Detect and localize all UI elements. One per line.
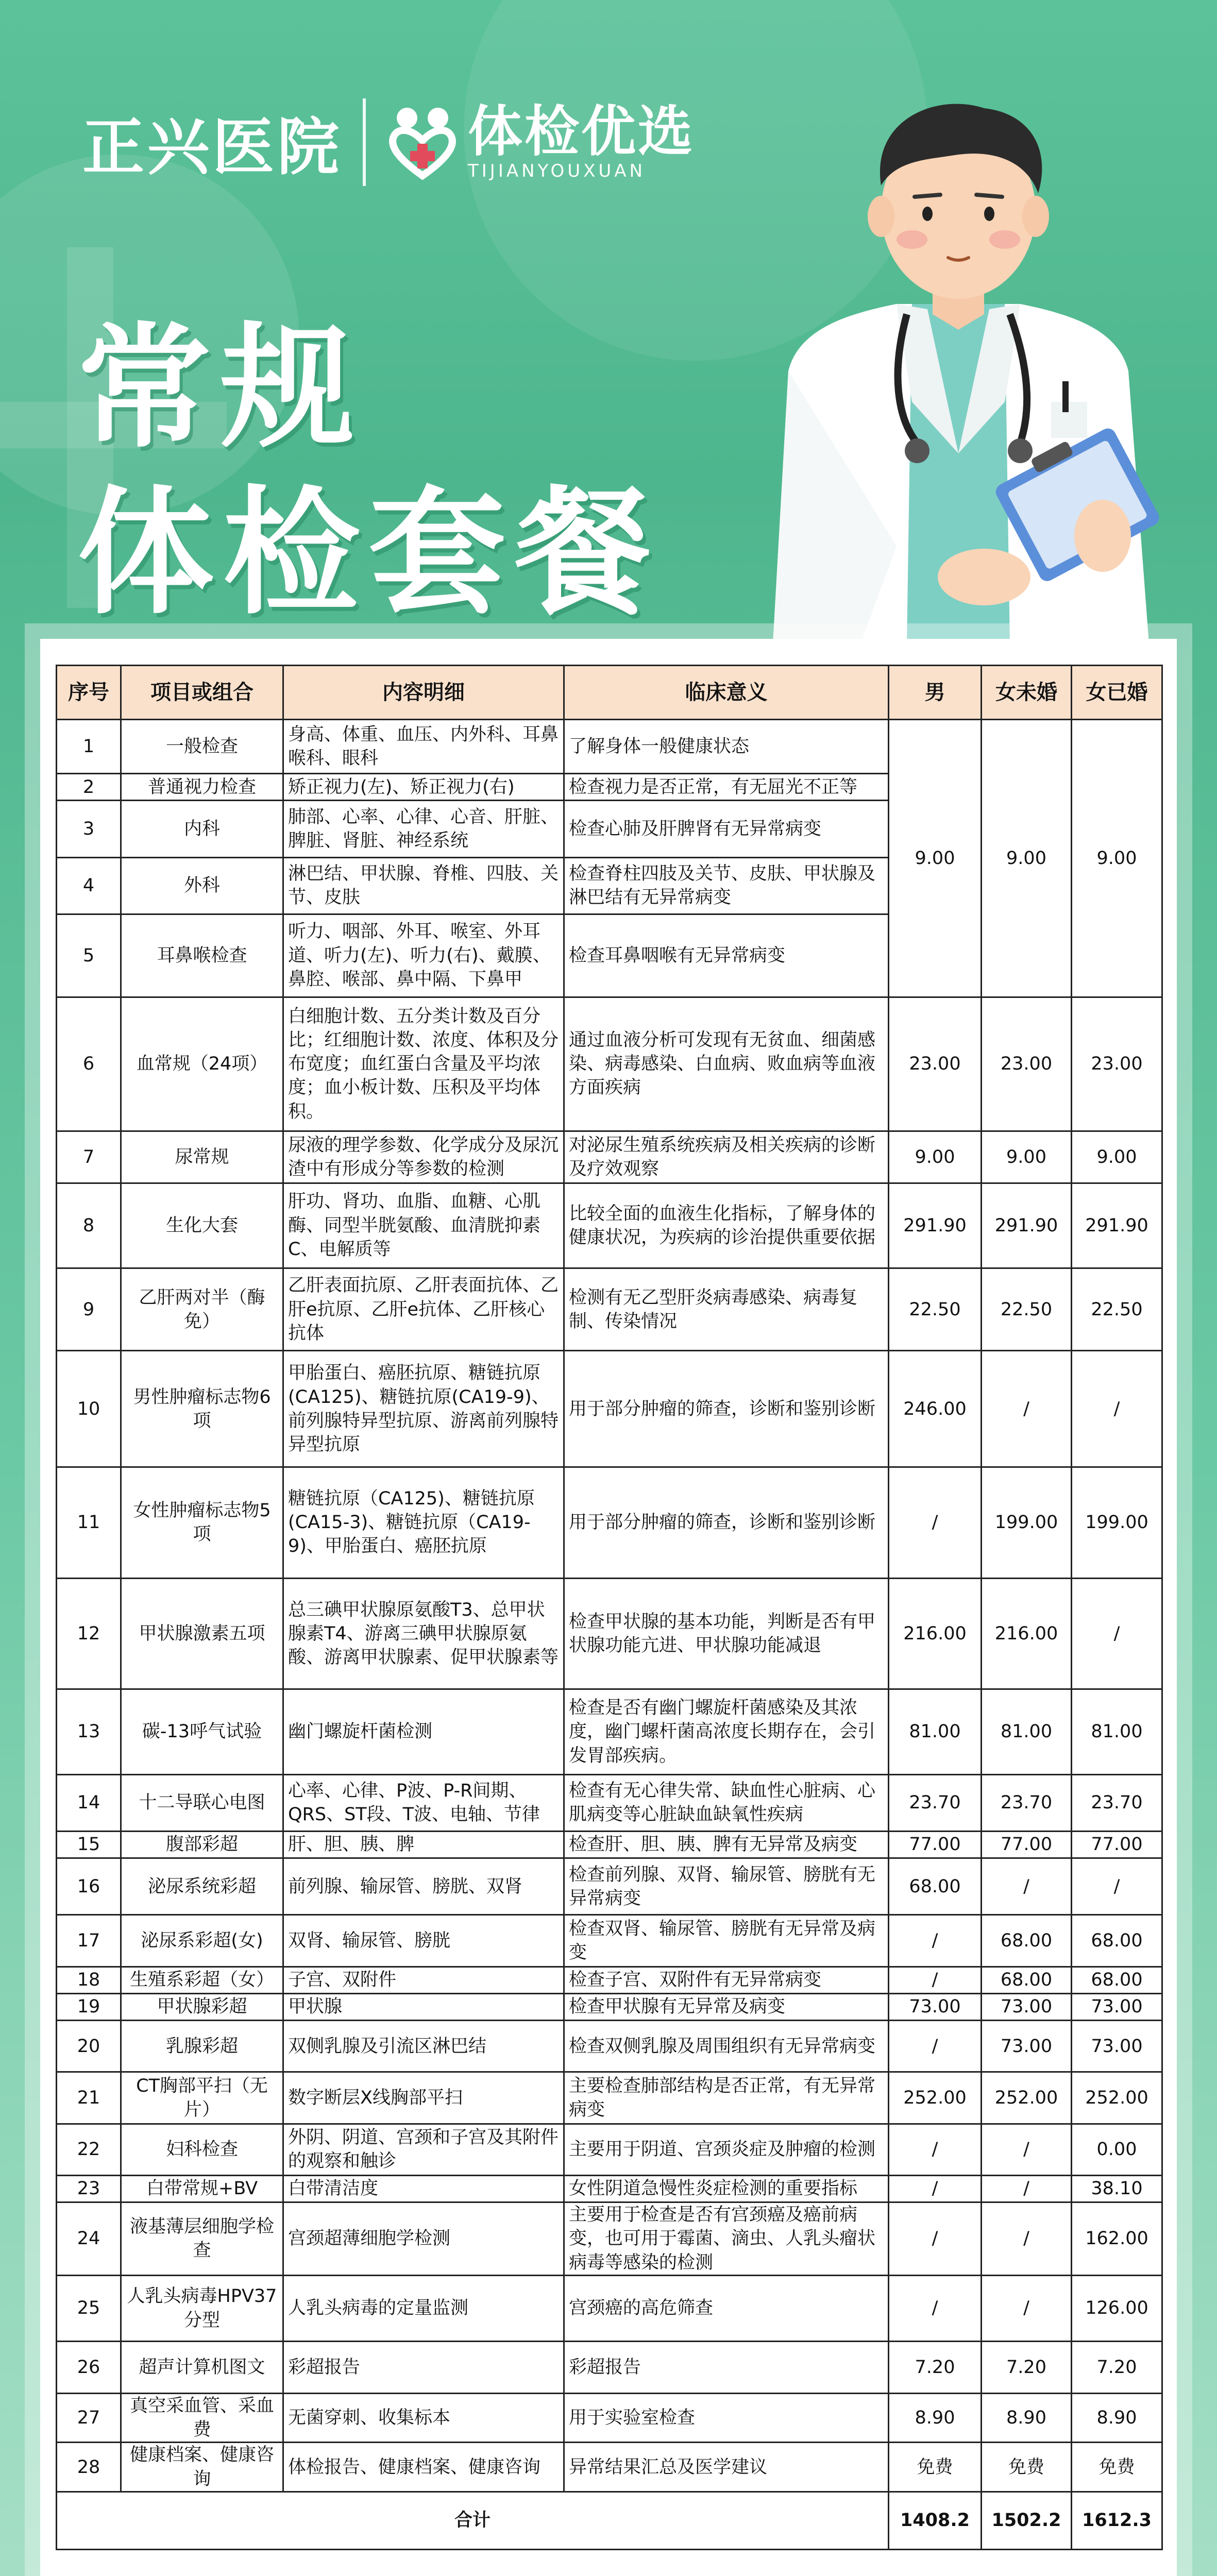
- row-no: 16: [57, 1858, 121, 1915]
- row-price-female-unmarried: 9.00: [982, 1131, 1072, 1183]
- row-item: 外科: [121, 857, 283, 914]
- row-meaning: 彩超报告: [564, 2342, 889, 2393]
- header-detail: 内容明细: [283, 666, 564, 720]
- row-meaning: 通过血液分析可发现有无贫血、细菌感染、病毒感染、白血病、败血病等血液方面疾病: [564, 997, 889, 1131]
- row-meaning: 检查双侧乳腺及周围组织有无异常病变: [564, 2020, 889, 2072]
- row-meaning: 宫颈癌的高危筛查: [564, 2275, 889, 2341]
- row-price-male: 77.00: [889, 1831, 982, 1858]
- row-price-female-married: 199.00: [1072, 1467, 1162, 1579]
- row-detail: 听力、咽部、外耳、喉室、外耳道、听力(左)、听力(右)、戴膜、鼻腔、喉部、鼻中隔、下鼻甲: [283, 914, 564, 997]
- total-female-married: 1612.3: [1072, 2492, 1162, 2550]
- row-no: 10: [57, 1351, 121, 1467]
- table-row: [57, 1689, 1162, 1774]
- row-meaning: 检查前列腺、双肾、输尿管、膀胱有无异常病变: [564, 1858, 889, 1915]
- row-price-male: 22.50: [889, 1268, 982, 1350]
- row-price-female-married: 免费: [1072, 2443, 1162, 2492]
- row-price-female-married: 7.20: [1072, 2342, 1162, 2393]
- row-detail: 白带清洁度: [283, 2175, 564, 2202]
- row-price-female-unmarried: 73.00: [982, 1993, 1072, 2020]
- table-row: [57, 720, 1162, 774]
- table-row: [57, 1268, 1162, 1350]
- row-no: 28: [57, 2443, 121, 2492]
- row-no: 24: [57, 2202, 121, 2275]
- row-meaning: 用于实验室检查: [564, 2393, 889, 2443]
- row-price-female-unmarried: 291.90: [982, 1183, 1072, 1268]
- row-meaning: 女性阴道急慢性炎症检测的重要指标: [564, 2175, 889, 2202]
- row-meaning: 检查双肾、输尿管、膀胱有无异常及病变: [564, 1915, 889, 1967]
- package-table: [56, 665, 1163, 2550]
- row-price-female-unmarried: /: [982, 1858, 1072, 1915]
- row-no: 14: [57, 1774, 121, 1831]
- header-male: 男: [889, 666, 982, 720]
- total-label: 合计: [57, 2492, 889, 2550]
- row-price-female-married: 22.50: [1072, 1268, 1162, 1350]
- row-price-male: 9.00: [889, 720, 982, 997]
- row-price-female-unmarried: 68.00: [982, 1915, 1072, 1967]
- row-price-female-married: /: [1072, 1351, 1162, 1467]
- table-row: [57, 2393, 1162, 2443]
- row-no: 7: [57, 1131, 121, 1183]
- row-detail: 肝、胆、胰、脾: [283, 1831, 564, 1858]
- row-no: 13: [57, 1689, 121, 1774]
- row-item: 甲状腺激素五项: [121, 1578, 283, 1689]
- row-price-female-married: 73.00: [1072, 1993, 1162, 2020]
- row-item: 女性肿瘤标志物5项: [121, 1467, 283, 1579]
- row-meaning: 用于部分肿瘤的筛查，诊断和鉴别诊断: [564, 1351, 889, 1467]
- row-no: 3: [57, 801, 121, 857]
- row-price-female-unmarried: 73.00: [982, 2020, 1072, 2072]
- row-price-female-married: /: [1072, 1578, 1162, 1689]
- row-item: 尿常规: [121, 1131, 283, 1183]
- row-item: 碳-13呼气试验: [121, 1689, 283, 1774]
- row-price-male: /: [889, 2124, 982, 2175]
- row-price-female-unmarried: 81.00: [982, 1689, 1072, 1774]
- row-price-female-unmarried: 216.00: [982, 1578, 1072, 1689]
- total-male: 1408.2: [889, 2492, 982, 2550]
- row-no: 19: [57, 1993, 121, 2020]
- table-row: [57, 997, 1162, 1131]
- table-total-row: [57, 2492, 1162, 2550]
- row-meaning: 用于部分肿瘤的筛查，诊断和鉴别诊断: [564, 1467, 889, 1579]
- row-no: 17: [57, 1915, 121, 1967]
- header-meaning: 临床意义: [564, 666, 889, 720]
- row-no: 25: [57, 2275, 121, 2341]
- row-meaning: 检查脊柱四肢及关节、皮肤、甲状腺及淋巴结有无异常病变: [564, 857, 889, 914]
- row-price-male: 68.00: [889, 1858, 982, 1915]
- row-price-female-unmarried: 77.00: [982, 1831, 1072, 1858]
- header-no: 序号: [57, 666, 121, 720]
- row-detail: 甲胎蛋白、癌胚抗原、糖链抗原(CA125)、糖链抗原(CA19-9)、前列腺特异型抗原、游离前列腺特异型抗原: [283, 1351, 564, 1467]
- table-row: [57, 1183, 1162, 1268]
- row-detail: 肺部、心率、心律、心音、肝脏、脾脏、肾脏、神经系统: [283, 801, 564, 857]
- row-price-male: /: [889, 2202, 982, 2275]
- row-price-male: 7.20: [889, 2342, 982, 2393]
- row-meaning: 检查有无心律失常、缺血性心脏病、心肌病变等心脏缺血缺氧性疾病: [564, 1774, 889, 1831]
- row-meaning: 检查视力是否正常，有无屈光不正等: [564, 774, 889, 801]
- row-detail: 彩超报告: [283, 2342, 564, 2393]
- row-price-female-unmarried: /: [982, 2175, 1072, 2202]
- row-detail: 淋巴结、甲状腺、脊椎、四肢、关节、皮肤: [283, 857, 564, 914]
- row-meaning: 检查心肺及肝脾肾有无异常病变: [564, 801, 889, 857]
- row-price-female-married: 68.00: [1072, 1967, 1162, 1993]
- brand-divider: [363, 98, 366, 186]
- row-price-female-married: 0.00: [1072, 2124, 1162, 2175]
- row-item: 生殖系彩超（女）: [121, 1967, 283, 1993]
- row-no: 1: [57, 720, 121, 774]
- row-item: 腹部彩超: [121, 1831, 283, 1858]
- row-price-male: /: [889, 1467, 982, 1579]
- hospital-name: 正兴医院: [82, 112, 342, 183]
- row-item: 超声计算机图文: [121, 2342, 283, 2393]
- row-price-male: 81.00: [889, 1689, 982, 1774]
- row-no: 18: [57, 1967, 121, 1993]
- row-no: 22: [57, 2124, 121, 2175]
- table-row: [57, 1578, 1162, 1689]
- page-title-line1: 常规: [77, 311, 364, 466]
- row-detail: 心率、心律、P波、P-R间期、QRS、ST段、T波、电轴、节律: [283, 1774, 564, 1831]
- table-row: [57, 1967, 1162, 1993]
- table-row: [57, 2072, 1162, 2124]
- row-meaning: 主要用于检查是否有宫颈癌及癌前病变，也可用于霉菌、滴虫、人乳头瘤状病毒等感染的检测: [564, 2202, 889, 2275]
- row-detail: 幽门螺旋杆菌检测: [283, 1689, 564, 1774]
- row-item: 内科: [121, 801, 283, 857]
- row-no: 21: [57, 2072, 121, 2124]
- row-price-female-unmarried: 199.00: [982, 1467, 1072, 1579]
- row-price-female-married: 9.00: [1072, 1131, 1162, 1183]
- row-detail: 甲状腺: [283, 1993, 564, 2020]
- row-price-female-married: 252.00: [1072, 2072, 1162, 2124]
- table-body-priced: [57, 997, 1162, 2492]
- row-item: 血常规（24项）: [121, 997, 283, 1131]
- row-detail: 总三碘甲状腺原氨酸T3、总甲状腺素T4、游离三碘甲状腺原氨酸、游离甲状腺素、促甲状腺素等: [283, 1578, 564, 1689]
- row-price-male: /: [889, 1967, 982, 1993]
- row-price-male: /: [889, 1915, 982, 1967]
- row-item: 白带常规+BV: [121, 2175, 283, 2202]
- row-detail: 双侧乳腺及引流区淋巴结: [283, 2020, 564, 2072]
- row-price-female-unmarried: 免费: [982, 2443, 1072, 2492]
- row-price-female-married: 73.00: [1072, 2020, 1162, 2072]
- row-price-female-unmarried: 68.00: [982, 1967, 1072, 1993]
- table-row: [57, 1351, 1162, 1467]
- row-meaning: 异常结果汇总及医学建议: [564, 2443, 889, 2492]
- row-price-female-married: 81.00: [1072, 1689, 1162, 1774]
- row-detail: 无菌穿刺、收集标本: [283, 2393, 564, 2443]
- row-price-female-married: 77.00: [1072, 1831, 1162, 1858]
- row-price-male: /: [889, 2020, 982, 2072]
- row-price-female-married: 291.90: [1072, 1183, 1162, 1268]
- brand-name: 体检优选: [468, 100, 695, 164]
- row-no: 20: [57, 2020, 121, 2072]
- row-price-male: 9.00: [889, 1131, 982, 1183]
- row-item: 乙肝两对半（酶免）: [121, 1268, 283, 1350]
- brand-pinyin: TIJIANYOUXUAN: [468, 160, 646, 181]
- total-female-unmarried: 1502.2: [982, 2492, 1072, 2550]
- table-row: [57, 1993, 1162, 2020]
- package-table-card: [40, 639, 1177, 2576]
- row-item: 泌尿系彩超(女): [121, 1915, 283, 1967]
- row-price-male: 291.90: [889, 1183, 982, 1268]
- row-price-female-married: 68.00: [1072, 1915, 1162, 1967]
- row-price-male: 23.00: [889, 997, 982, 1131]
- row-detail: 乙肝表面抗原、乙肝表面抗体、乙肝e抗原、乙肝e抗体、乙肝核心抗体: [283, 1268, 564, 1350]
- row-detail: 前列腺、输尿管、膀胱、双肾: [283, 1858, 564, 1915]
- row-price-male: 246.00: [889, 1351, 982, 1467]
- row-price-female-unmarried: 8.90: [982, 2393, 1072, 2443]
- page-title-line2: 体检套餐: [77, 474, 661, 633]
- row-price-male: /: [889, 2275, 982, 2341]
- row-meaning: 检查是否有幽门螺旋杆菌感染及其浓度，幽门螺杆菌高浓度长期存在，会引发胃部疾病。: [564, 1689, 889, 1774]
- row-meaning: 检查子宫、双附件有无异常病变: [564, 1967, 889, 1993]
- row-no: 8: [57, 1183, 121, 1268]
- header-female-married: 女已婚: [1072, 666, 1162, 720]
- row-price-female-married: 8.90: [1072, 2393, 1162, 2443]
- row-no: 5: [57, 914, 121, 997]
- row-meaning: 了解身体一般健康状态: [564, 720, 889, 774]
- row-price-female-married: 9.00: [1072, 720, 1162, 997]
- row-detail: 双肾、输尿管、膀胱: [283, 1915, 564, 1967]
- table-row: [57, 2275, 1162, 2341]
- table-row: [57, 1467, 1162, 1579]
- table-row: [57, 2342, 1162, 2393]
- row-price-female-unmarried: 252.00: [982, 2072, 1072, 2124]
- row-item: 健康档案、健康咨询: [121, 2443, 283, 2492]
- row-item: 真空采血管、采血费: [121, 2393, 283, 2443]
- row-price-male: 73.00: [889, 1993, 982, 2020]
- row-item: 生化大套: [121, 1183, 283, 1268]
- row-price-female-unmarried: /: [982, 2275, 1072, 2341]
- row-no: 23: [57, 2175, 121, 2202]
- row-meaning: 主要用于阴道、宫颈炎症及肿瘤的检测: [564, 2124, 889, 2175]
- row-meaning: 检测有无乙型肝炎病毒感染、病毒复制、传染情况: [564, 1268, 889, 1350]
- row-no: 12: [57, 1578, 121, 1689]
- table-row: [57, 1858, 1162, 1915]
- row-meaning: 检查肝、胆、胰、脾有无异常及病变: [564, 1831, 889, 1858]
- row-price-female-married: 23.00: [1072, 997, 1162, 1131]
- table-row: [57, 2020, 1162, 2072]
- row-price-male: 免费: [889, 2443, 982, 2492]
- table-row: [57, 1915, 1162, 1967]
- row-item: 人乳头病毒HPV37分型: [121, 2275, 283, 2341]
- table-header-row: [57, 666, 1162, 720]
- row-price-female-married: 38.10: [1072, 2175, 1162, 2202]
- header-item: 项目或组合: [121, 666, 283, 720]
- row-item: 男性肿瘤标志物6项: [121, 1351, 283, 1467]
- brand-header: [82, 98, 695, 187]
- row-no: 4: [57, 857, 121, 914]
- row-detail: 矫正视力(左)、矫正视力(右): [283, 774, 564, 801]
- row-price-female-unmarried: 9.00: [982, 720, 1072, 997]
- row-price-female-unmarried: /: [982, 2124, 1072, 2175]
- table-row: [57, 2443, 1162, 2492]
- row-detail: 子宫、双附件: [283, 1967, 564, 1993]
- brand-logo: [386, 100, 695, 181]
- row-price-male: 23.70: [889, 1774, 982, 1831]
- brand-logo-icon: [386, 104, 459, 181]
- row-meaning: 检查甲状腺有无异常及病变: [564, 1993, 889, 2020]
- row-price-female-married: 126.00: [1072, 2275, 1162, 2341]
- table-row: [57, 1131, 1162, 1183]
- row-no: 15: [57, 1831, 121, 1858]
- row-price-female-unmarried: 22.50: [982, 1268, 1072, 1350]
- row-price-female-married: 23.70: [1072, 1774, 1162, 1831]
- table-row: [57, 1774, 1162, 1831]
- row-item: 泌尿系统彩超: [121, 1858, 283, 1915]
- row-price-female-unmarried: 23.70: [982, 1774, 1072, 1831]
- row-meaning: 比较全面的血液生化指标，了解身体的健康状况，为疾病的诊治提供重要依据: [564, 1183, 889, 1268]
- table-row: [57, 2124, 1162, 2175]
- table-row: [57, 2202, 1162, 2275]
- row-detail: 肝功、肾功、血脂、血糖、心肌酶、同型半胱氨酸、血清胱抑素C、电解质等: [283, 1183, 564, 1268]
- row-price-male: 216.00: [889, 1578, 982, 1689]
- row-item: 液基薄层细胞学检查: [121, 2202, 283, 2275]
- row-detail: 身高、体重、血压、内外科、耳鼻喉科、眼科: [283, 720, 564, 774]
- row-price-female-unmarried: /: [982, 2202, 1072, 2275]
- row-meaning: 主要检查肺部结构是否正常，有无异常病变: [564, 2072, 889, 2124]
- row-detail: 尿液的理学参数、化学成分及尿沉渣中有形成分等参数的检测: [283, 1131, 564, 1183]
- row-item: CT胸部平扫（无片）: [121, 2072, 283, 2124]
- row-detail: 白细胞计数、五分类计数及百分比；红细胞计数、浓度、体积及分布宽度；血红蛋白含量及平均浓度；血小板计数、压积及平均体积。: [283, 997, 564, 1131]
- row-no: 26: [57, 2342, 121, 2393]
- row-price-male: 252.00: [889, 2072, 982, 2124]
- row-price-female-married: /: [1072, 1858, 1162, 1915]
- row-item: 甲状腺彩超: [121, 1993, 283, 2020]
- row-detail: 外阴、阴道、宫颈和子宫及其附件的观察和触诊: [283, 2124, 564, 2175]
- row-price-female-married: 162.00: [1072, 2202, 1162, 2275]
- row-detail: 体检报告、健康档案、健康咨询: [283, 2443, 564, 2492]
- table-row: [57, 1831, 1162, 1858]
- row-detail: 糖链抗原（CA125)、糖链抗原(CA15-3)、糖链抗原（CA19-9)、甲胎蛋白、癌胚抗原: [283, 1467, 564, 1579]
- row-item: 普通视力检查: [121, 774, 283, 801]
- row-item: 妇科检查: [121, 2124, 283, 2175]
- table-row: [57, 2175, 1162, 2202]
- row-price-male: 8.90: [889, 2393, 982, 2443]
- row-detail: 宫颈超薄细胞学检测: [283, 2202, 564, 2275]
- row-price-female-unmarried: /: [982, 1351, 1072, 1467]
- row-no: 11: [57, 1467, 121, 1579]
- row-price-male: /: [889, 2175, 982, 2202]
- row-price-female-unmarried: 7.20: [982, 2342, 1072, 2393]
- header-female-unmarried: 女未婚: [982, 666, 1072, 720]
- row-item: 耳鼻喉检查: [121, 914, 283, 997]
- row-no: 27: [57, 2393, 121, 2443]
- row-price-female-unmarried: 23.00: [982, 997, 1072, 1131]
- row-no: 9: [57, 1268, 121, 1350]
- row-meaning: 对泌尿生殖系统疾病及相关疾病的诊断及疗效观察: [564, 1131, 889, 1183]
- row-detail: 人乳头病毒的定量监测: [283, 2275, 564, 2341]
- row-no: 6: [57, 997, 121, 1131]
- doctor-illustration: [742, 82, 1175, 644]
- row-item: 乳腺彩超: [121, 2020, 283, 2072]
- row-item: 一般检查: [121, 720, 283, 774]
- row-item: 十二导联心电图: [121, 1774, 283, 1831]
- row-meaning: 检查耳鼻咽喉有无异常病变: [564, 914, 889, 997]
- row-detail: 数字断层X线胸部平扫: [283, 2072, 564, 2124]
- row-meaning: 检查甲状腺的基本功能，判断是否有甲状腺功能亢进、甲状腺功能减退: [564, 1578, 889, 1689]
- row-no: 2: [57, 774, 121, 801]
